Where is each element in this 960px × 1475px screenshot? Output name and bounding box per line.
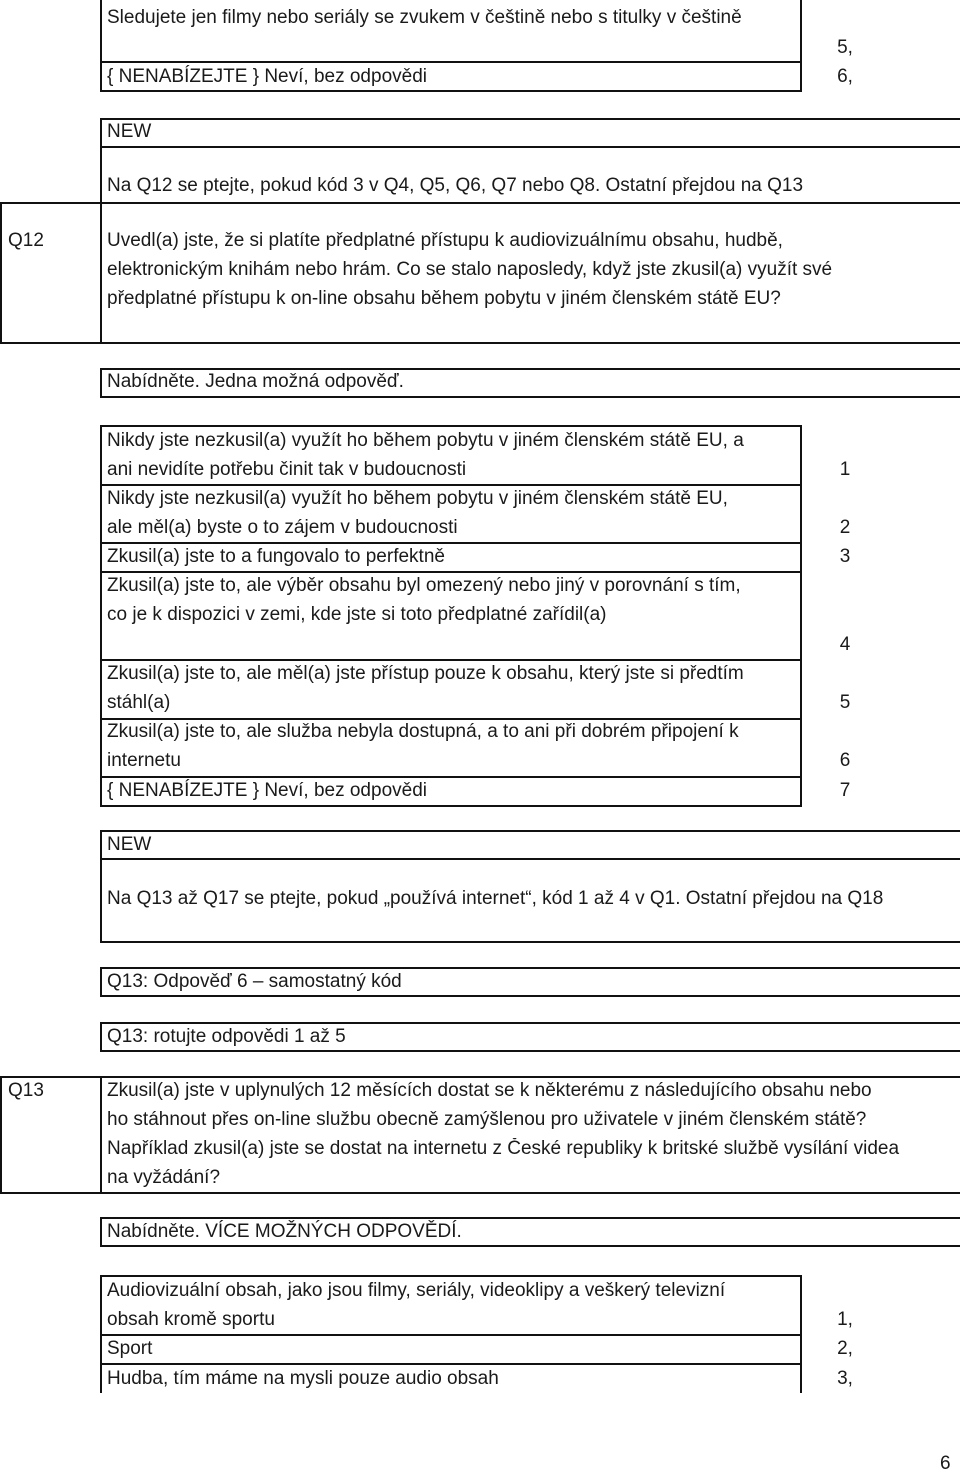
answer-option: stáhl(a) <box>107 692 171 713</box>
divider <box>100 542 802 544</box>
divider <box>100 1022 960 1024</box>
answer-option: Nikdy jste nezkusil(a) využít ho během pobytu v jiném členském státě EU, <box>107 488 728 509</box>
divider <box>100 202 102 344</box>
filter-instruction: Na Q12 se ptejte, pokud kód 3 v Q4, Q5, Q6, Q7 nebo Q8. Ostatní přejdou na Q13 <box>107 175 804 196</box>
answer-code: 1, <box>837 1309 853 1330</box>
answer-option: { NENABÍZEJTE } Neví, bez odpovědi <box>107 66 427 87</box>
divider <box>100 484 802 486</box>
answer-option: Nikdy jste nezkusil(a) využít ho během pobytu v jiném členském státě EU, a <box>107 430 744 451</box>
answer-code: 2, <box>837 1338 853 1359</box>
answer-option: Zkusil(a) jste to, ale výběr obsahu byl omezený nebo jiný v porovnání s tím, <box>107 575 741 596</box>
new-tag: NEW <box>107 121 152 142</box>
answer-option: obsah kromě sportu <box>107 1309 275 1330</box>
answer-option: Zkusil(a) jste to, ale služba nebyla dostupná, a to ani při dobrém připojení k <box>107 721 739 742</box>
divider <box>100 396 960 398</box>
question-id: Q12 <box>8 230 44 251</box>
divider <box>100 858 960 860</box>
divider <box>100 61 802 63</box>
answer-option: Hudba, tím máme na mysli pouze audio obsah <box>107 1368 499 1389</box>
divider <box>100 1334 802 1336</box>
divider <box>100 830 960 832</box>
answer-code: 1 <box>839 459 851 480</box>
divider <box>100 718 802 720</box>
divider <box>100 1363 802 1365</box>
divider <box>100 118 960 120</box>
filter-instruction: Na Q13 až Q17 se ptejte, pokud „používá internet“, kód 1 až 4 v Q1. Ostatní přejdou na Q18 <box>107 888 884 909</box>
divider <box>100 1245 960 1247</box>
new-tag: NEW <box>107 834 152 855</box>
divider <box>100 995 960 997</box>
divider <box>100 1050 960 1052</box>
question-text: na vyžádání? <box>107 1167 221 1188</box>
answer-code: 6 <box>839 750 851 771</box>
answer-code: 3, <box>837 1368 853 1389</box>
answer-code: 3 <box>839 546 851 567</box>
divider <box>100 571 802 573</box>
question-id: Q13 <box>8 1080 44 1101</box>
divider <box>100 941 960 943</box>
divider <box>100 1217 960 1219</box>
divider <box>100 830 102 942</box>
divider <box>100 146 960 148</box>
answer-option: Zkusil(a) jste to, ale měl(a) jste přístup pouze k obsahu, který jste si předtím <box>107 663 744 684</box>
answer-code: 5 <box>839 692 851 713</box>
divider <box>100 118 102 202</box>
page-number: 6 <box>940 1453 951 1474</box>
answer-option: internetu <box>107 750 181 771</box>
answer-option: { NENABÍZEJTE } Neví, bez odpovědi <box>107 780 427 801</box>
answer-option: Zkusil(a) jste to a fungovalo to perfektně <box>107 546 445 567</box>
answer-code: 4 <box>839 634 851 655</box>
divider <box>100 967 960 969</box>
divider <box>100 776 802 778</box>
divider <box>100 1217 102 1246</box>
answer-option: ale měl(a) byste o to zájem v budoucnosti <box>107 517 458 538</box>
answer-code: 5, <box>837 37 853 58</box>
answer-code: 2 <box>839 517 851 538</box>
answer-option: Sledujete jen filmy nebo seriály se zvukem v češtině nebo s titulky v češtině <box>107 7 742 28</box>
answer-option: Audiovizuální obsah, jako jsou filmy, seriály, videoklipy a veškerý televizní <box>107 1280 726 1301</box>
divider <box>100 659 802 661</box>
answer-option: co je k dispozici v zemi, kde jste si toto předplatné zařídil(a) <box>107 604 607 625</box>
instruction: Nabídněte. Jedna možná odpověď. <box>107 371 404 392</box>
divider <box>100 1275 802 1277</box>
question-text: elektronickým knihám nebo hrám. Co se stalo naposledy, když jste zkusil(a) využít své <box>107 259 833 280</box>
divider <box>100 368 960 370</box>
question-text: Zkusil(a) jste v uplynulých 12 měsících dostat se k některému z následujícího obsahu nebo <box>107 1080 872 1101</box>
question-text: předplatné přístupu k on-line obsahu během pobytu v jiném členském státě EU? <box>107 288 781 309</box>
divider <box>100 368 102 397</box>
question-text: Uvedl(a) jste, že si platíte předplatné přístupu k audiovizuálnímu obsahu, hudbě, <box>107 230 783 251</box>
note: Q13: rotujte odpovědi 1 až 5 <box>107 1026 346 1047</box>
note: Q13: Odpověď 6 – samostatný kód <box>107 971 402 992</box>
answer-code: 7 <box>839 780 851 801</box>
question-text: ho stáhnout přes on-line službu obecně zamýšlenou pro uživatele v jiném členském státě? <box>107 1109 867 1130</box>
answer-option: ani nevidíte potřebu činit tak v budoucnosti <box>107 459 467 480</box>
divider <box>100 1022 102 1051</box>
question-text: Například zkusil(a) jste se dostat na internetu z České republiky k britské službě vysílání videa <box>107 1138 900 1159</box>
answer-option: Sport <box>107 1338 153 1359</box>
answer-code: 6, <box>837 66 853 87</box>
divider <box>100 967 102 996</box>
divider <box>100 1076 102 1194</box>
instruction: Nabídněte. VÍCE MOŽNÝCH ODPOVĚDÍ. <box>107 1221 462 1242</box>
